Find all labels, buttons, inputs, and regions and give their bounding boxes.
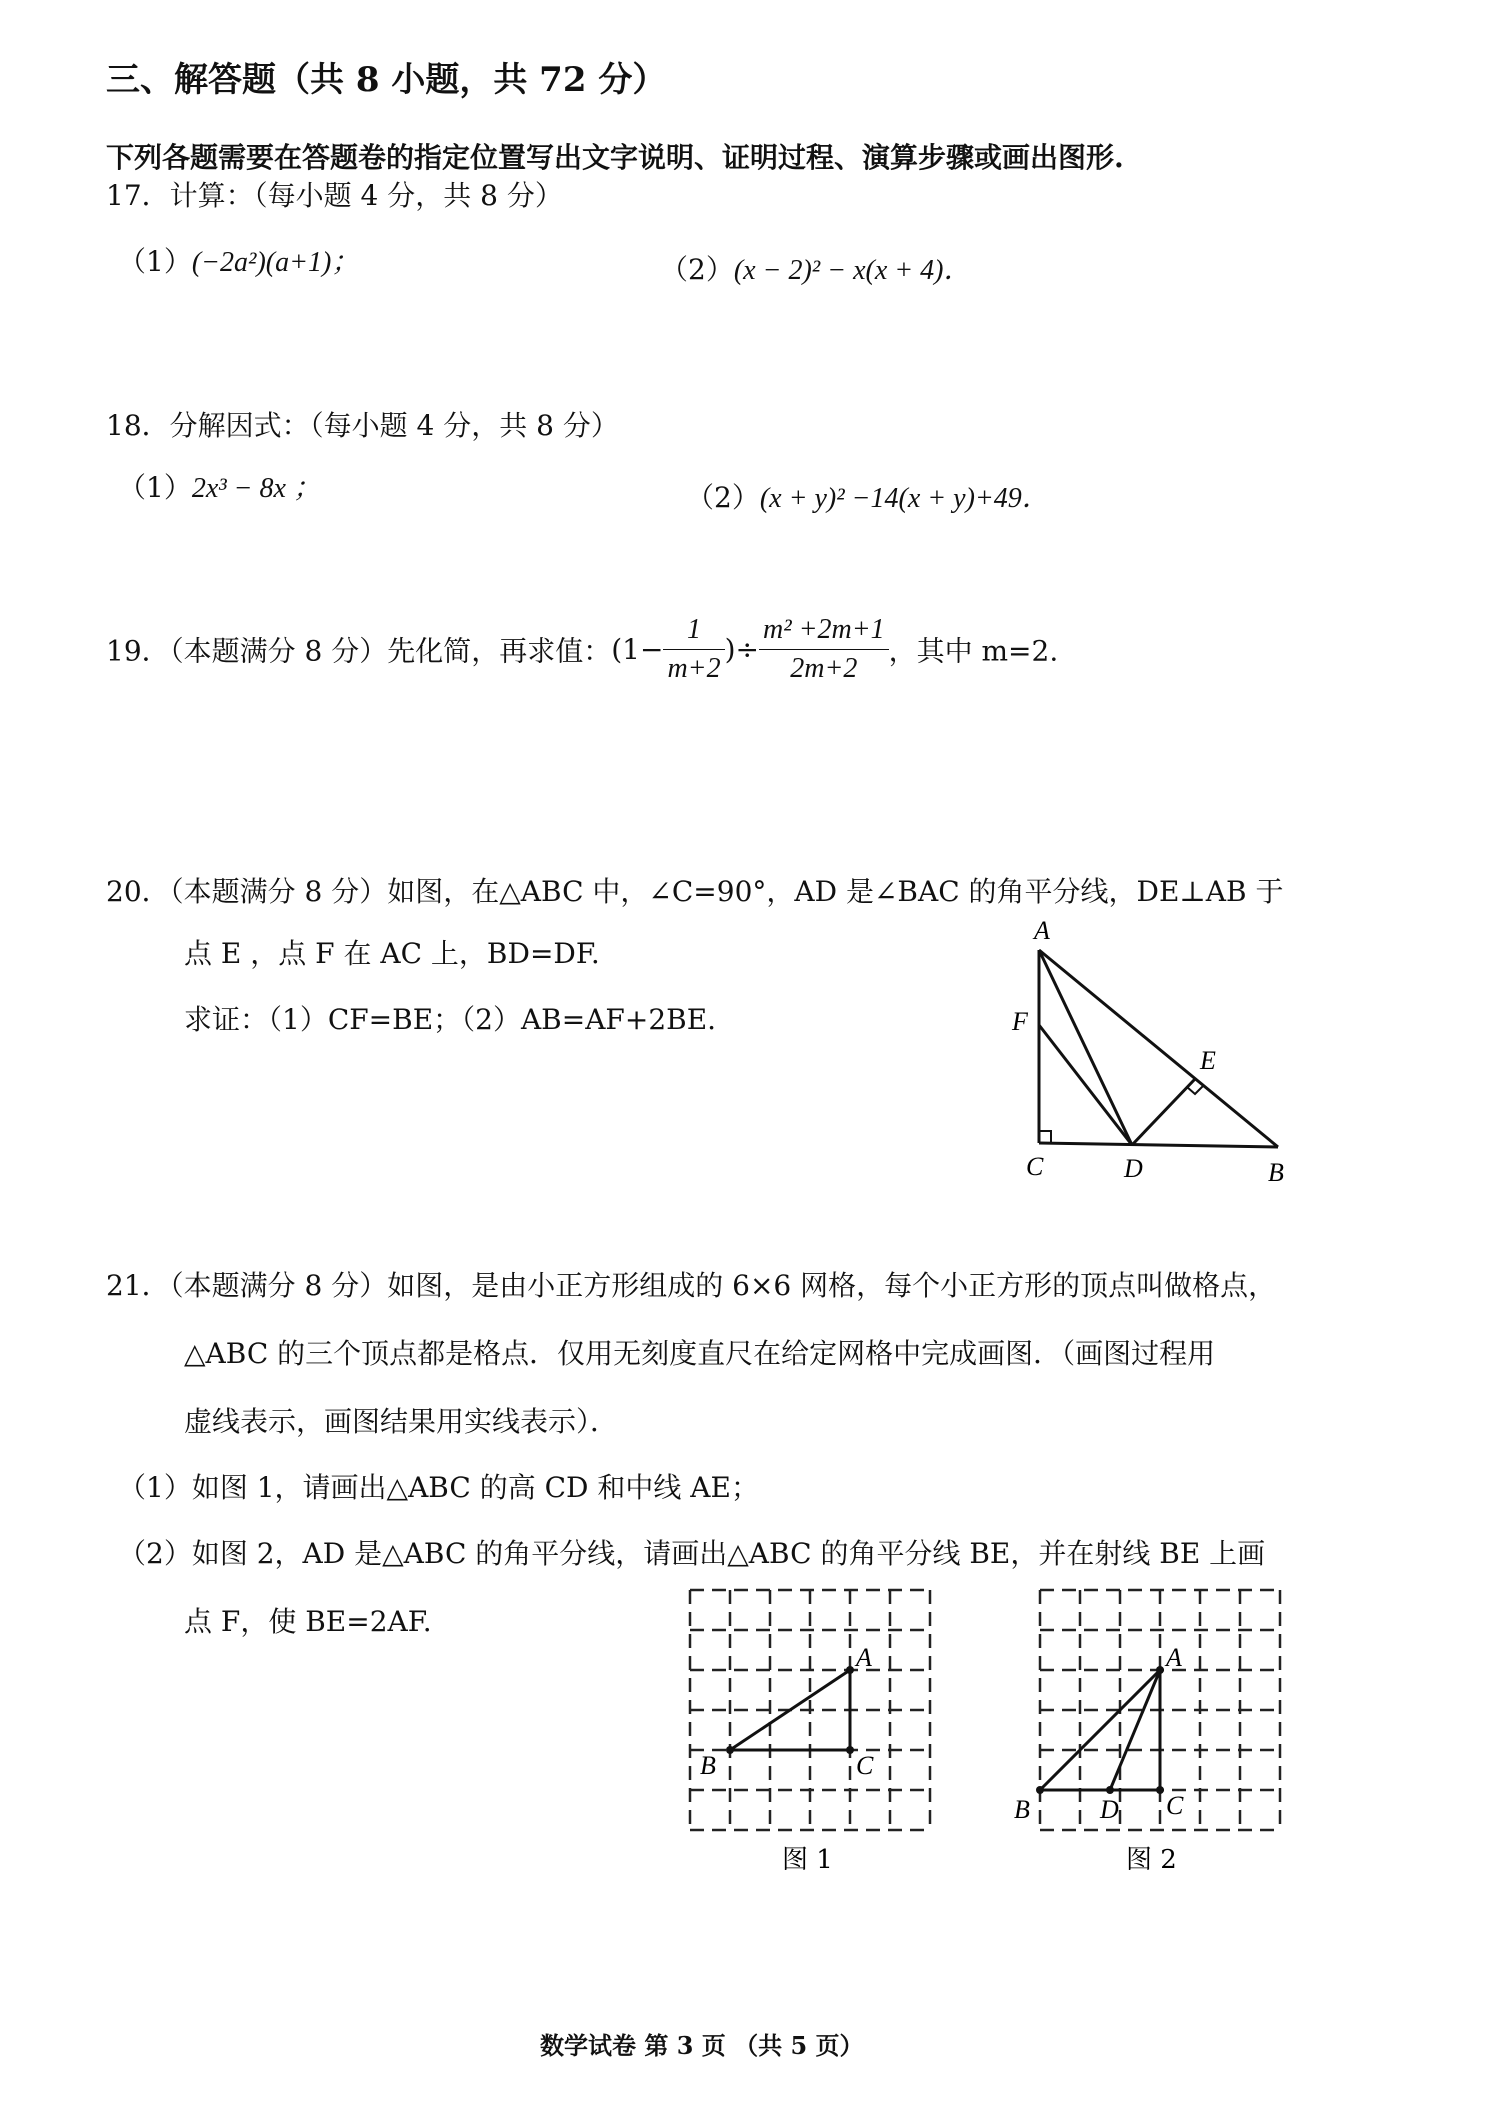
triangle-abc: [1040, 1670, 1160, 1790]
point-C: [846, 1746, 854, 1754]
q21-grid-figure-1: [670, 1580, 950, 1870]
q20-triangle-figure: [990, 905, 1300, 1205]
bisector-AD: [1110, 1670, 1160, 1790]
q19-fraction-2: [759, 614, 889, 685]
label-B: B: [700, 1751, 716, 1780]
q18-p1-expr: 2x³ − 8x ；: [191, 473, 321, 504]
q18-part2: [686, 476, 1050, 516]
q21-part2: （2）如图 2，AD 是△ABC 的角平分线，请画出△ABC 的角平分线 BE，并在射线 BE 上画: [118, 1537, 1266, 1570]
figure-1-caption: 图 1: [782, 1845, 833, 1870]
q18-p2-expr: (x + y)² −14(x + y)+49．: [759, 483, 1050, 514]
q19-prefix: 19．（本题满分 8 分）先化简，再求值：: [106, 634, 612, 668]
point-A: [1156, 1666, 1164, 1674]
right-angle-mark-C: [1039, 1131, 1051, 1143]
q21-part1: （1）如图 1，请画出△ABC 的高 CD 和中线 AE；: [118, 1471, 759, 1504]
q21-line3: 虚线表示，画图结果用实线表示）．: [184, 1405, 619, 1438]
section-title: 三、解答题（共 8 小题，共 72 分）: [106, 60, 667, 100]
label-C: C: [1166, 1791, 1184, 1820]
q19-f1-denominator: m+2: [667, 653, 721, 684]
q18-p2-label: （2）: [686, 481, 760, 514]
figure-2-caption: 图 2: [1126, 1845, 1177, 1870]
q19-f1-numerator: 1: [663, 614, 724, 650]
grid-lines: [690, 1590, 930, 1830]
label-D: D: [1100, 1795, 1119, 1824]
q17-p1-label: （1）: [118, 245, 192, 278]
q20-line1: 20．（本题满分 8 分）如图，在△ABC 中，∠C=90°，AD 是∠BAC 的角平分线，DE⊥AB 于: [106, 875, 1284, 908]
q18-part1: [118, 466, 321, 506]
label-A: A: [1034, 916, 1050, 945]
q19-f2-denominator: 2m+2: [790, 653, 858, 684]
label-F: F: [1012, 1007, 1028, 1036]
q20-line3: 求证：（1）CF=BE；（2）AB=AF+2BE.: [184, 1003, 717, 1036]
section-instruction: 下列各题需要在答题卷的指定位置写出文字说明、证明过程、演算步骤或画出图形.: [106, 141, 1124, 174]
segment-CB: [1039, 1143, 1278, 1147]
label-E: E: [1200, 1046, 1216, 1075]
q19-line: [106, 614, 1058, 685]
q19-fraction-1: [663, 614, 724, 685]
q18-header: 18．分解因式：（每小题 4 分，共 8 分）: [106, 409, 619, 442]
q17-part1: [118, 240, 359, 280]
q19-f2-numerator: m² +2m+1: [759, 614, 889, 650]
label-A: A: [856, 1643, 872, 1672]
point-B: [1036, 1786, 1044, 1794]
segment-AD: [1039, 950, 1132, 1145]
q19-mid: )÷: [724, 633, 759, 666]
point-D: [1106, 1786, 1114, 1794]
label-A: A: [1166, 1643, 1182, 1672]
point-A: [846, 1666, 854, 1674]
right-angle-mark-E: [1187, 1086, 1203, 1094]
q17-p2-expr: (x − 2)² − x(x + 4)．: [733, 255, 972, 286]
segment-FD: [1039, 1025, 1132, 1145]
q17-p1-expr: (−2a²)(a+1)；: [191, 247, 360, 278]
q20-line2: 点 E ，点 F 在 AC 上，BD=DF.: [184, 937, 600, 970]
label-C: C: [856, 1751, 874, 1780]
q17-header: 17．计算：（每小题 4 分，共 8 分）: [106, 179, 563, 212]
page-footer: 数学试卷 第 3 页 （共 5 页）: [540, 2031, 864, 2060]
q21-line1: 21．（本题满分 8 分）如图，是由小正方形组成的 6×6 网格，每个小正方形的顶点叫做格点，: [106, 1269, 1277, 1302]
label-C: C: [1026, 1152, 1044, 1181]
label-B: B: [1014, 1795, 1030, 1824]
point-C: [1156, 1786, 1164, 1794]
point-B: [726, 1746, 734, 1754]
label-D: D: [1124, 1154, 1143, 1183]
q17-p2-label: （2）: [660, 253, 734, 286]
q21-line2: △ABC 的三个顶点都是格点．仅用无刻度直尺在给定网格中完成画图．（画图过程用: [184, 1337, 1216, 1370]
q18-p1-label: （1）: [118, 471, 192, 504]
q21-grid-figure-2: [1010, 1580, 1310, 1870]
q19-suffix: ，其中 m=2.: [888, 634, 1059, 668]
segment-DE: [1132, 1079, 1195, 1145]
q17-part2: [660, 248, 972, 288]
label-B: B: [1268, 1158, 1284, 1187]
q21-part2b: 点 F，使 BE=2AF.: [184, 1605, 432, 1638]
q19-open: (1−: [611, 633, 664, 666]
